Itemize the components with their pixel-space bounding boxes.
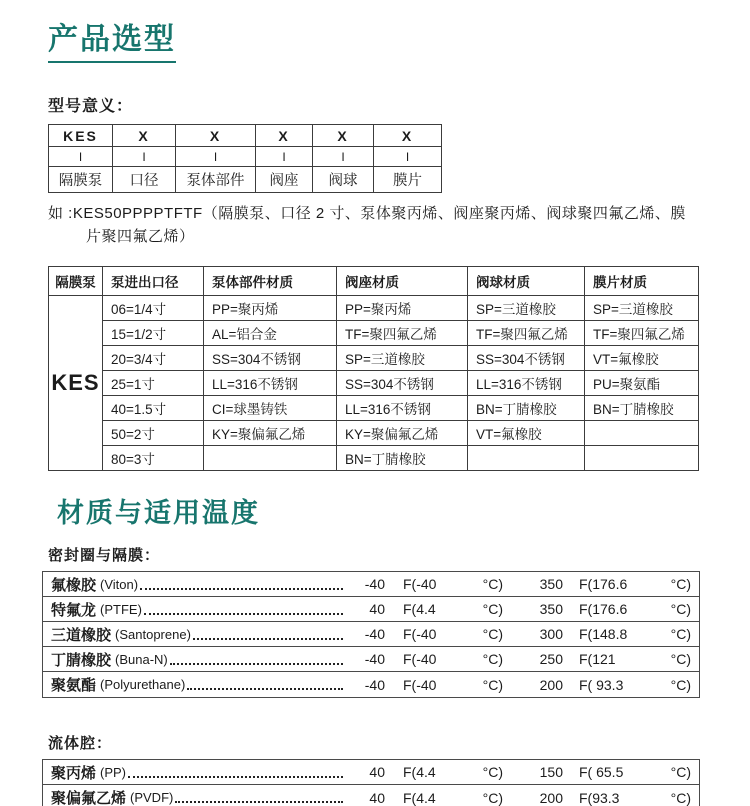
celsius-unit: °C) [670, 651, 691, 667]
min-temp-c: F(4.4 °C) [403, 789, 503, 806]
table-row [49, 421, 699, 446]
table-cell: TF=聚四氟乙烯 [468, 321, 585, 346]
table-cell: SP=三道橡胶 [468, 296, 585, 321]
dotted-leader [144, 604, 343, 615]
table-cell: SS=304不锈钢 [204, 346, 337, 371]
model-cell: 口径 [113, 167, 176, 193]
min-temp-c: F(-40 °C) [403, 676, 503, 693]
max-temp-f: 250 [539, 651, 563, 667]
material-name-en: (Buna-N) [115, 651, 168, 667]
max-temp-c: F( 65.5 °C) [579, 764, 691, 780]
material-name: 聚偏氟乙烯 [51, 790, 127, 806]
model-cell: X [313, 125, 374, 147]
selection-header-row [49, 267, 699, 296]
max-temp-c: F(176.6 °C) [579, 601, 691, 617]
material-name-en: (Polyurethane) [100, 677, 186, 692]
min-temp-f: 40 [369, 789, 385, 806]
model-cell: 膜片 [374, 167, 442, 193]
model-cell: 泵体部件 [176, 167, 256, 193]
table-cell: PP=聚丙烯 [337, 296, 468, 321]
table-cell: 50=2寸 [103, 421, 204, 446]
table-row [49, 446, 699, 471]
temp-row [43, 760, 699, 785]
table-cell: 15=1/2寸 [103, 321, 204, 346]
material-name: 氟橡胶 [51, 576, 97, 594]
model-example-text [48, 203, 700, 248]
max-temp-c: F(121 °C) [579, 651, 691, 667]
max-temp-f: 200 [539, 676, 563, 693]
product-selection-table [48, 266, 699, 471]
table-cell [204, 446, 337, 471]
header-seat-material: 阀座材质 [337, 267, 468, 296]
model-cell: KES [49, 125, 113, 147]
max-temp-f: 150 [539, 764, 563, 780]
table-cell: SP=三道橡胶 [337, 346, 468, 371]
min-temp-c: F(4.4 °C) [403, 601, 503, 617]
table-cell: LL=316不锈钢 [204, 371, 337, 396]
table-row [49, 396, 699, 421]
model-structure-table [48, 124, 442, 193]
min-temp-f: -40 [364, 576, 385, 592]
model-meaning-label: 型号意义： [48, 98, 134, 115]
seals-diaphragm-label: 密封圈与隔膜： [48, 547, 161, 564]
dotted-leader [187, 679, 343, 690]
header-body-material: 泵体部件材质 [204, 267, 337, 296]
model-cell: X [256, 125, 313, 147]
dotted-leader [175, 792, 343, 803]
section-title-materials: 材质与适用温度 [57, 498, 260, 528]
table-cell: 80=3寸 [103, 446, 204, 471]
celsius-unit: °C) [670, 676, 691, 693]
model-cell: I [49, 147, 113, 167]
celsius-unit: °C) [670, 576, 691, 592]
model-cell: I [256, 147, 313, 167]
celsius-unit: °C) [482, 601, 503, 617]
model-connector-row [49, 147, 442, 167]
table-cell: AL=铝合金 [204, 321, 337, 346]
min-temp-f: -40 [364, 626, 385, 642]
table-cell: SS=304不锈钢 [468, 346, 585, 371]
table-row [49, 321, 699, 346]
table-cell: BN=丁腈橡胶 [468, 396, 585, 421]
table-cell [468, 446, 585, 471]
table-row [49, 296, 699, 321]
celsius-unit: °C) [482, 651, 503, 667]
min-temp-c: F(4.4 °C) [403, 764, 503, 780]
model-cell: I [113, 147, 176, 167]
model-cell: I [313, 147, 374, 167]
table-cell: LL=316不锈钢 [468, 371, 585, 396]
max-temp-f: 350 [539, 601, 563, 617]
material-name-en: (Santoprene) [115, 626, 191, 642]
model-cell: X [176, 125, 256, 147]
table-cell: KY=聚偏氟乙烯 [337, 421, 468, 446]
seals-temperature-table [42, 571, 700, 698]
temp-row [43, 572, 699, 597]
header-pump: 隔膜泵 [49, 267, 103, 296]
celsius-unit: °C) [670, 764, 691, 780]
celsius-unit: °C) [482, 789, 503, 806]
model-cell: 阀球 [313, 167, 374, 193]
max-temp-c: F(93.3 °C) [579, 789, 691, 806]
celsius-unit: °C) [482, 676, 503, 693]
table-cell: VT=氟橡胶 [468, 421, 585, 446]
table-cell [585, 446, 699, 471]
table-cell: 20=3/4寸 [103, 346, 204, 371]
temp-row [43, 647, 699, 672]
model-cell: I [374, 147, 442, 167]
table-cell: KY=聚偏氟乙烯 [204, 421, 337, 446]
example-line-2: 片聚四氟乙烯） [86, 227, 195, 245]
max-temp-c: F(148.8 °C) [579, 626, 691, 642]
temp-row [43, 597, 699, 622]
series-code-cell: KES [49, 296, 103, 471]
model-name-row [49, 167, 442, 193]
material-name-en: (PP) [100, 764, 127, 780]
table-cell: CI=球墨铸铁 [204, 396, 337, 421]
max-temp-c: F( 93.3 °C) [579, 676, 691, 693]
temp-row [43, 672, 699, 697]
material-name: 特氟龙 [51, 601, 97, 619]
dotted-leader [170, 654, 343, 665]
material-name: 聚丙烯 [51, 764, 97, 782]
min-temp-f: 40 [369, 601, 385, 617]
table-cell: LL=316不锈钢 [337, 396, 468, 421]
example-line-1: 如 :KES50PPPPTFTF（隔膜泵、口径 2 寸、泵体聚丙烯、阀座聚丙烯、阀球聚四氟乙烯、膜 [48, 205, 686, 222]
header-port-size: 泵进出口径 [103, 267, 204, 296]
header-diaphragm-material: 膜片材质 [585, 267, 699, 296]
material-name-en: (PTFE) [100, 601, 142, 617]
header-ball-material: 阀球材质 [468, 267, 585, 296]
table-cell: SS=304不锈钢 [337, 371, 468, 396]
model-cell: X [374, 125, 442, 147]
dotted-leader [140, 579, 343, 590]
celsius-unit: °C) [482, 764, 503, 780]
dotted-leader [128, 767, 343, 778]
celsius-unit: °C) [482, 626, 503, 642]
table-cell: 40=1.5寸 [103, 396, 204, 421]
table-cell [585, 421, 699, 446]
material-name-en: (Viton) [100, 576, 139, 592]
temp-row [43, 785, 699, 806]
model-code-row [49, 125, 442, 147]
model-cell: 隔膜泵 [49, 167, 113, 193]
table-row [49, 371, 699, 396]
min-temp-f: -40 [364, 676, 385, 693]
page-title: 产品选型 [48, 14, 176, 63]
material-name-en: (PVDF) [130, 790, 174, 805]
celsius-unit: °C) [482, 576, 503, 592]
fluid-chamber-label: 流体腔： [48, 735, 113, 752]
max-temp-c: F(176.6 °C) [579, 576, 691, 592]
table-cell: TF=聚四氟乙烯 [337, 321, 468, 346]
table-row [49, 346, 699, 371]
material-name: 丁腈橡胶 [51, 651, 112, 669]
table-cell: TF=聚四氟乙烯 [585, 321, 699, 346]
fluid-temperature-table [42, 759, 700, 806]
celsius-unit: °C) [670, 626, 691, 642]
table-cell: VT=氟橡胶 [585, 346, 699, 371]
table-cell: 25=1寸 [103, 371, 204, 396]
table-cell: BN=丁腈橡胶 [585, 396, 699, 421]
celsius-unit: °C) [670, 601, 691, 617]
min-temp-c: F(-40 °C) [403, 626, 503, 642]
material-name: 三道橡胶 [51, 626, 112, 644]
model-cell: X [113, 125, 176, 147]
min-temp-f: -40 [364, 651, 385, 667]
temp-row [43, 622, 699, 647]
min-temp-c: F(-40 °C) [403, 651, 503, 667]
max-temp-f: 300 [539, 626, 563, 642]
model-cell: I [176, 147, 256, 167]
material-name: 聚氨酯 [51, 677, 97, 694]
table-cell: SP=三道橡胶 [585, 296, 699, 321]
model-cell: 阀座 [256, 167, 313, 193]
celsius-unit: °C) [670, 789, 691, 806]
dotted-leader [193, 629, 343, 640]
table-cell: 06=1/4寸 [103, 296, 204, 321]
min-temp-c: F(-40 °C) [403, 576, 503, 592]
table-cell: PU=聚氨酯 [585, 371, 699, 396]
table-cell: BN=丁腈橡胶 [337, 446, 468, 471]
table-cell: PP=聚丙烯 [204, 296, 337, 321]
min-temp-f: 40 [369, 764, 385, 780]
max-temp-f: 200 [539, 789, 563, 806]
max-temp-f: 350 [539, 576, 563, 592]
